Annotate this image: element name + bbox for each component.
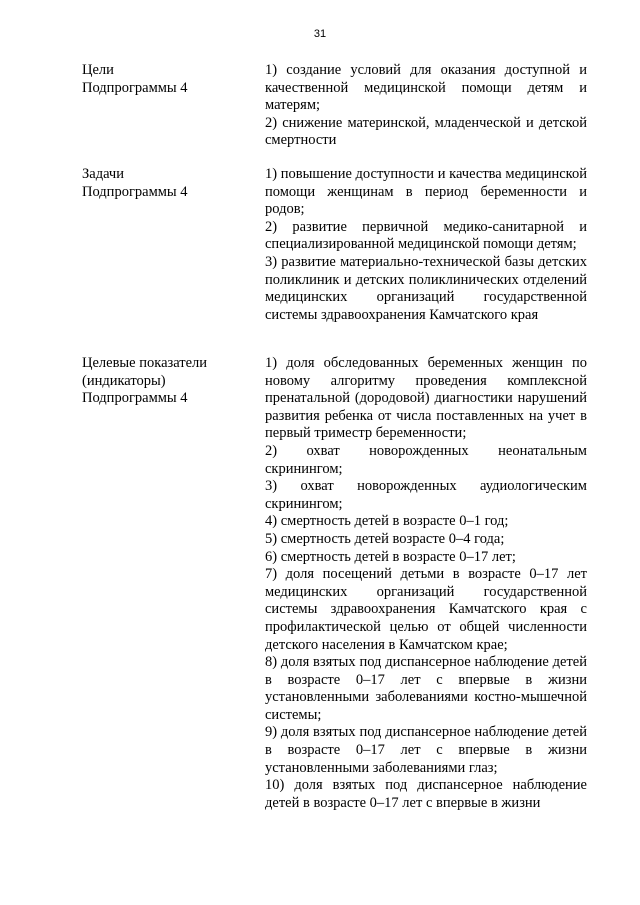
page-number: 31 [313,28,327,40]
section-content [265,166,587,324]
list-item: 3) охват новорожденных аудиологическим скринингом; [265,478,587,512]
list-item: 10) доля взятых под диспансерное наблюдение детей в возрасте 0–17 лет с впервые в жизни [265,777,587,811]
list-item: 5) смертность детей возрасте 0–4 года; [265,530,505,547]
section-content [265,62,587,150]
list-item: 2) развитие первичной медико-санитарной и специализированной медицинской помощи детям; [265,218,587,253]
list-item: 1) доля обследованных беременных женщин по новому алгоритму проведения комплексной пренатальной (дородовой) диагностики нарушений развития ребенка от числа поставленных на учет в первый триместр беременности; [265,355,587,442]
section-label [82,166,242,201]
list-item: 8) доля взятых под диспансерное наблюдение детей в возрасте 0–17 лет с впервые в жизни установленными заболеваниями костно-мышечной системы; [265,654,587,723]
list-item: 1) повышение доступности и качества медицинской помощи женщинам в период беременности и родов; [265,166,587,218]
section-label [82,355,242,408]
list-item: 7) доля посещений детьми в возрасте 0–17 лет медицинских организаций государственной системы здравоохранения Камчатского края с профилактической целью от общей численности детского населения в Камчатском крае; [265,566,587,653]
list-item: 3) развитие материально-технической базы детских поликлиник и детских поликлинических отделений медицинских организаций государственной системы здравоохранения Камчатского края [265,253,587,323]
label-line: (индикаторы) [82,372,166,389]
label-line: Цели [82,62,114,78]
section-label [82,62,242,97]
label-line: Подпрограммы 4 [82,79,188,96]
list-item: 4) смертность детей в возрасте 0–1 год; [265,513,509,530]
label-line: Задачи [82,166,124,182]
section-content [265,355,587,812]
label-line: Подпрограммы 4 [82,183,188,200]
list-item: 1) создание условий для оказания доступной и качественной медицинской помощи детям и матерям; [265,62,587,114]
list-item: 2) снижение материнской, младенческой и детской смертности [265,114,587,149]
list-item: 9) доля взятых под диспансерное наблюдение детей в возрасте 0–17 лет с впервые в жизни установленными заболеваниями глаз; [265,724,587,776]
label-line: Целевые показатели [82,355,208,371]
list-item: 6) смертность детей в возрасте 0–17 лет; [265,548,516,565]
list-item: 2) охват новорожденных неонатальным скринингом; [265,442,587,477]
label-line: Подпрограммы 4 [82,390,188,407]
